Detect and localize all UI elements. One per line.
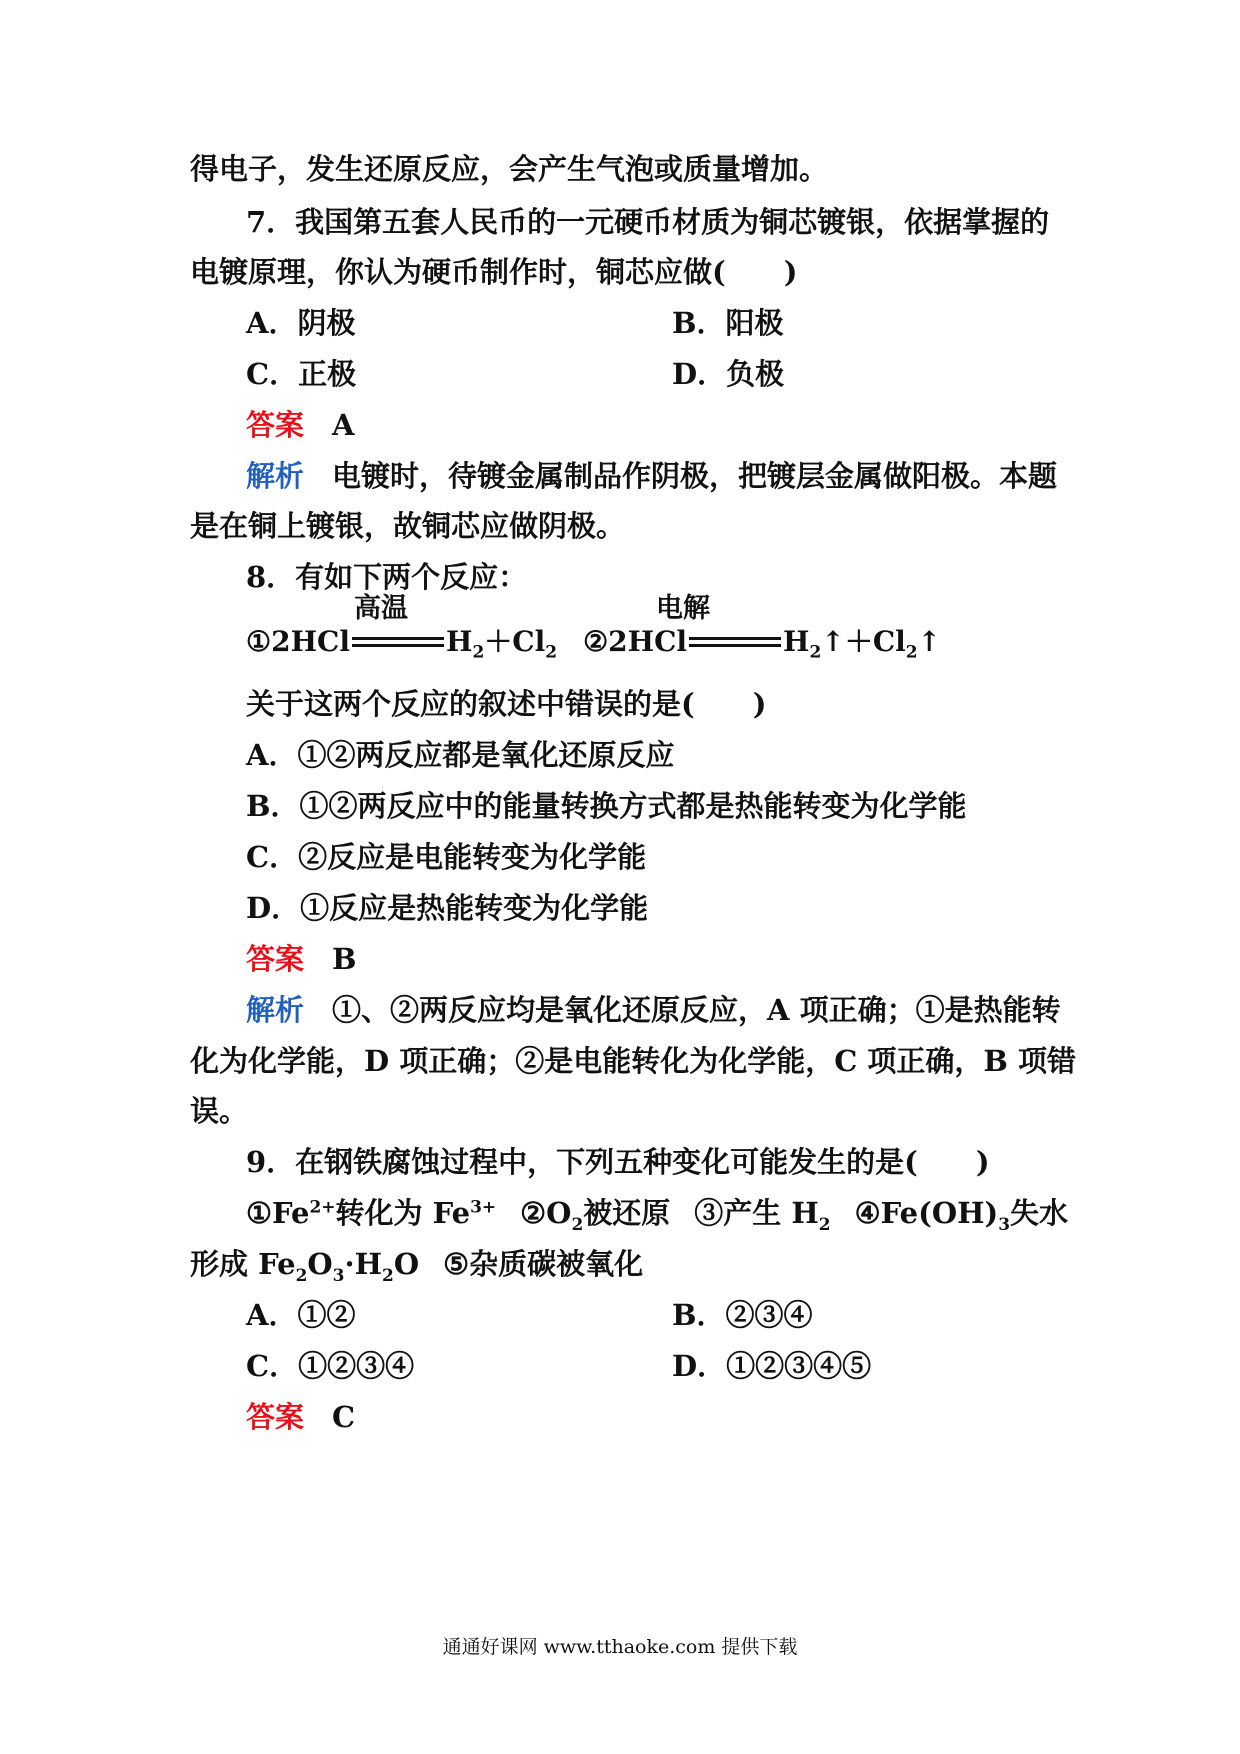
q9-item4-c-sub: 2 bbox=[295, 1265, 308, 1286]
q9-item4-e-sub: 2 bbox=[382, 1265, 394, 1286]
q9-item4-c: 形成 Fe bbox=[190, 1247, 296, 1281]
q8-option-b: B．①②两反应中的能量转换方式都是热能转变为化学能 bbox=[246, 789, 967, 823]
q8-eq1-h-sub: 2 bbox=[472, 642, 485, 663]
q9-item4-sub: 3 bbox=[998, 1214, 1011, 1235]
q9-item1-b-sup: 3+ bbox=[470, 1197, 497, 1218]
q9-item2-a: ②O bbox=[520, 1196, 572, 1230]
q8-eq2-condition: 电解 bbox=[656, 593, 710, 624]
q8-equations bbox=[246, 624, 942, 663]
q9-item4-d-sub: 3 bbox=[332, 1265, 345, 1286]
q9-answer bbox=[246, 1399, 355, 1435]
q7-answer-label: 答案 bbox=[246, 408, 305, 442]
q8-eq2-cl-sub: 2 bbox=[905, 642, 918, 663]
q8-eq1-condition: 高温 bbox=[354, 593, 408, 624]
q9-option-c: C．①②③④ bbox=[246, 1349, 415, 1383]
q9-item5: ⑤杂质碳被氧化 bbox=[443, 1247, 644, 1281]
q9-item4-f: O bbox=[393, 1247, 420, 1281]
q8-eq2-h: H bbox=[783, 625, 810, 658]
q9-item1-a: ①Fe bbox=[246, 1196, 310, 1230]
q8-eq1-lhs: ①2HCl bbox=[246, 625, 350, 658]
page-footer: 通通好课网 www.tthaoke.com 提供下载 bbox=[442, 1636, 798, 1658]
q8-eq2-equals-sign bbox=[689, 637, 781, 647]
q9-option-d: D．①②③④⑤ bbox=[672, 1349, 872, 1383]
q7-option-d: D．负极 bbox=[672, 357, 785, 391]
q7-analysis-text1: 电镀时，待镀金属制品作阴极，把镀层金属做阳极。本题 bbox=[332, 459, 1058, 493]
q8-eq1-h: H bbox=[445, 625, 473, 658]
q8-eq2-cl: ＋Cl bbox=[844, 625, 906, 658]
q8-analysis-text1: ①、②两反应均是氧化还原反应，A 项正确；①是热能转 bbox=[332, 993, 1061, 1027]
q7-answer-value: A bbox=[332, 408, 355, 442]
q7-option-c: C．正极 bbox=[246, 357, 357, 391]
q8-analysis-line3: 误。 bbox=[190, 1094, 249, 1128]
q9-item3-sub: 2 bbox=[818, 1214, 831, 1235]
q7-option-a: A．阴极 bbox=[246, 306, 356, 340]
q7-option-b: B．阳极 bbox=[672, 306, 784, 340]
q8-eq2-h-sub: 2 bbox=[809, 642, 822, 663]
q8-stem-line1: 8．有如下两个反应： bbox=[246, 560, 528, 594]
q7-analysis-label: 解析 bbox=[246, 459, 305, 493]
q8-answer bbox=[246, 941, 357, 977]
q9-answer-label: 答案 bbox=[246, 1400, 305, 1434]
q7-answer bbox=[246, 407, 355, 443]
q9-option-a: A．①② bbox=[246, 1298, 356, 1332]
q8-question: 关于这两个反应的叙述中错误的是( ) bbox=[246, 687, 767, 721]
q9-option-b: B．②③④ bbox=[672, 1298, 813, 1332]
q9-item4-e: ·H bbox=[344, 1247, 383, 1281]
q8-analysis-label: 解析 bbox=[246, 993, 305, 1027]
q7-stem-line1: 7．我国第五套人民币的一元硬币材质为铜芯镀银，依据掌握的 bbox=[246, 205, 1050, 239]
q9-item4-b: 失水 bbox=[1010, 1196, 1069, 1230]
q7-stem-line2: 电镀原理，你认为硬币制作时，铜芯应做( ) bbox=[190, 255, 798, 289]
q8-option-d: D．①反应是热能转变为化学能 bbox=[246, 891, 649, 925]
q8-eq1-equals-sign bbox=[352, 637, 444, 647]
q8-eq2-lhs: ②2HCl bbox=[583, 625, 688, 658]
q7-analysis-line2: 是在铜上镀银，故铜芯应做阴极。 bbox=[190, 509, 626, 543]
q7-analysis-line1 bbox=[246, 458, 1057, 494]
q8-analysis-line2: 化为化学能，D 项正确；②是电能转化为化学能，C 项正确，B 项错 bbox=[190, 1044, 1077, 1078]
q9-item1-a-sup: 2+ bbox=[309, 1197, 336, 1218]
q8-eq1-cl: ＋Cl bbox=[484, 625, 546, 658]
q9-item4-a: ④Fe(OH) bbox=[854, 1196, 999, 1230]
q9-item2-b: 被还原 bbox=[583, 1196, 671, 1230]
q9-item2-sub: 2 bbox=[571, 1214, 584, 1235]
q8-answer-label: 答案 bbox=[246, 942, 305, 976]
intro-line: 得电子，发生还原反应，会产生气泡或质量增加。 bbox=[190, 152, 829, 186]
q8-option-c: C．②反应是电能转变为化学能 bbox=[246, 840, 647, 874]
q9-items-line1 bbox=[246, 1195, 1069, 1235]
q9-stem-line1: 9．在钢铁腐蚀过程中，下列五种变化可能发生的是( ) bbox=[246, 1145, 990, 1179]
q9-items-line2 bbox=[190, 1246, 644, 1286]
q9-item1-b: 转化为 Fe bbox=[335, 1196, 471, 1230]
q8-analysis-line1 bbox=[246, 992, 1061, 1028]
q9-item4-d: O bbox=[307, 1247, 333, 1281]
q8-option-a: A．①②两反应都是氧化还原反应 bbox=[246, 738, 675, 772]
q9-answer-value: C bbox=[332, 1400, 356, 1434]
gas-arrow-icon: ↑ bbox=[917, 625, 942, 658]
q8-eq1-cl-sub: 2 bbox=[545, 642, 558, 663]
q8-answer-value: B bbox=[332, 942, 357, 976]
q9-item3: ③产生 H bbox=[694, 1196, 819, 1230]
gas-arrow-icon: ↑ bbox=[821, 625, 845, 658]
